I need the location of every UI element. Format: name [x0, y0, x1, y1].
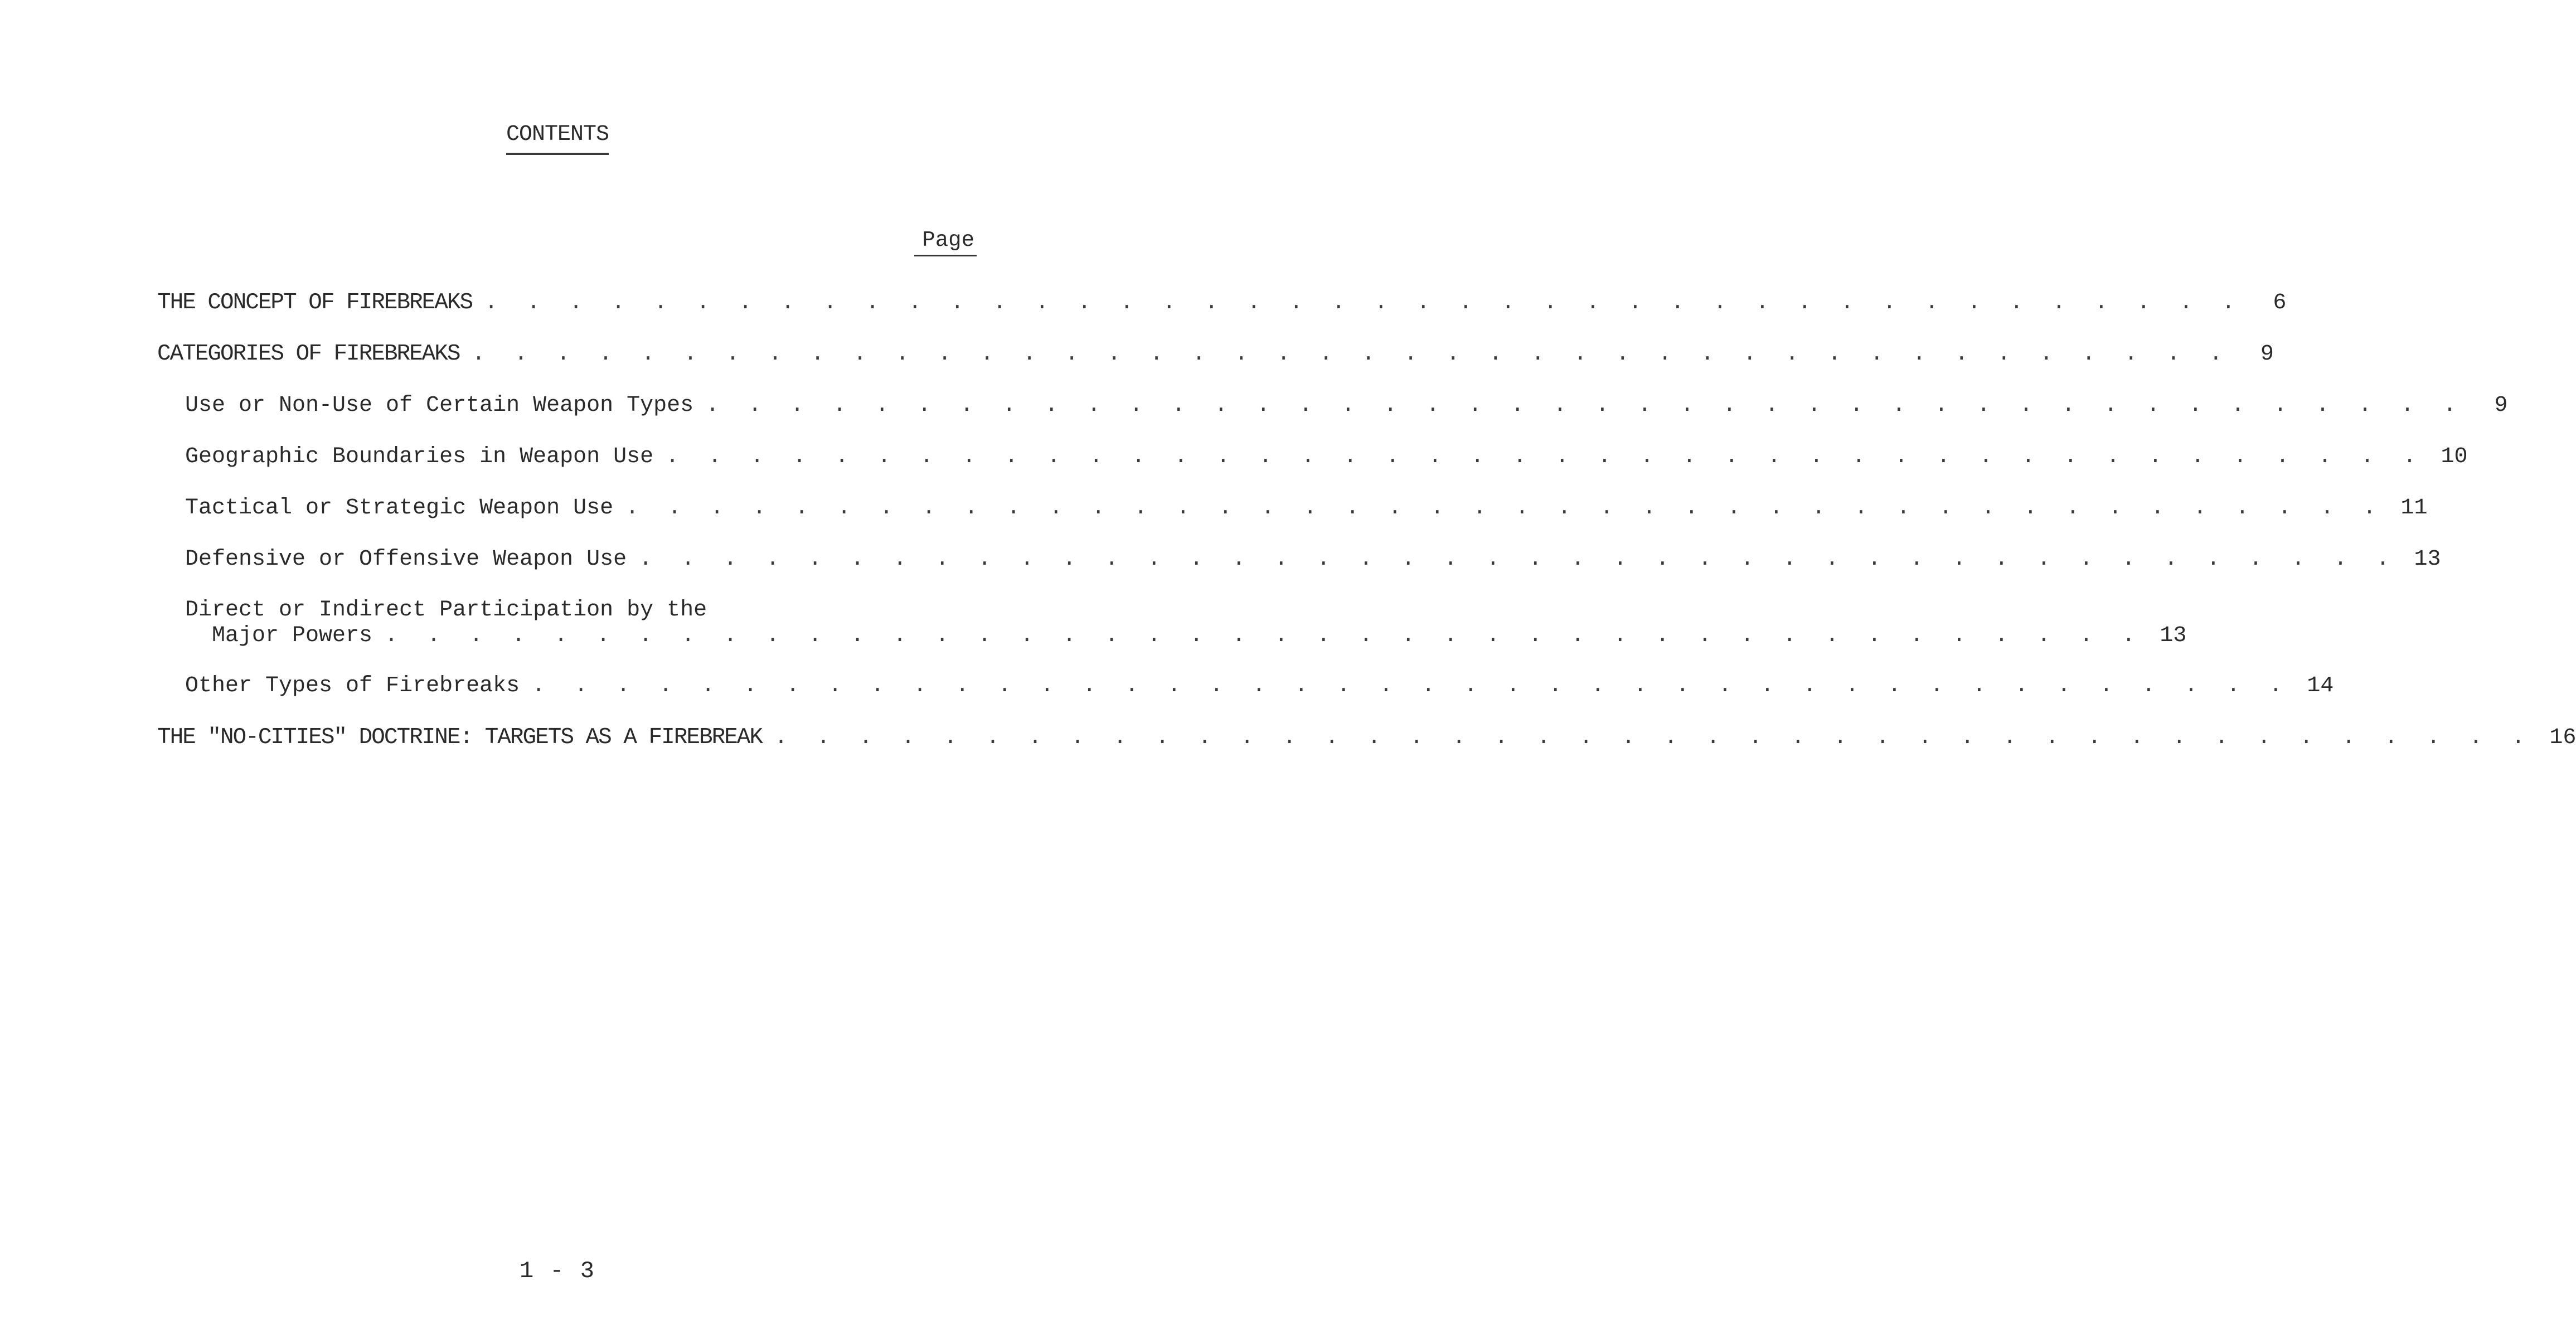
toc-entry-text: Use or Non-Use of Certain Weapon Types — [185, 393, 694, 418]
toc-entry-page: 10 — [2441, 444, 2468, 469]
page-column-header: Page — [914, 226, 977, 256]
dot-leader: . . . . . . . . . . . . . . . . . . . . . . . . . . . . . . . . . . . . . . . . . . — [625, 496, 2384, 521]
toc-entry-text: CATEGORIES OF FIREBREAKS — [157, 341, 460, 367]
toc-entry-text: Direct or Indirect Participation by the — [185, 598, 707, 623]
toc-entry-page: 13 — [2160, 623, 2187, 648]
toc-entry-concept-of-firebreaks — [157, 290, 2287, 316]
dot-leader: . . . . . . . . . . . . . . . . . . . . . . . . . . . . . . . . . . . . . . . . . . — [639, 547, 2398, 572]
toc-entry-defensive-offensive — [157, 547, 2441, 573]
toc-entry-text: Defensive or Offensive Weapon Use — [185, 547, 627, 572]
toc-entry-page: 16 — [2549, 725, 2576, 750]
toc-entry-page: 11 — [2400, 496, 2428, 521]
dot-leader: . . . . . . . . . . . . . . . . . . . . . . . . . . . . . . . . . . . . . . . . . . — [666, 444, 2424, 469]
toc-entry-text: Other Types of Firebreaks — [185, 673, 520, 698]
toc-entry-page: 9 — [2494, 393, 2508, 418]
table-of-contents — [157, 0, 2576, 1339]
dot-leader: . . . . . . . . . . . . . . . . . . . . . . . . . . . . . . . . . . . . . . . . . . — [706, 393, 2465, 418]
dot-leader: . . . . . . . . . . . . . . . . . . . . . . . . . . . . . . . . . . . . . . . . . . — [774, 725, 2533, 750]
page-number-footer: 1 - 3 — [519, 1258, 596, 1284]
toc-entry-weapon-types — [157, 393, 2508, 419]
toc-entry-text: THE "NO-CITIES" DOCTRINE: TARGETS AS A FIREBREAK — [157, 725, 762, 750]
dot-leader: . . . . . . . . . . . . . . . . . . . . . . . . . . . . . . . . . . . . . . . . . . — [532, 673, 2291, 698]
contents-heading-text: CONTENTS — [506, 118, 609, 155]
dot-leader: . . . . . . . . . . . . . . . . . . . . . . . . . . . . . . . . . . . . . . . . . . — [385, 623, 2143, 648]
toc-entry-geographic-boundaries — [157, 444, 2468, 470]
toc-entry-text: Geographic Boundaries in Weapon Use — [185, 444, 654, 469]
toc-entry-text: Tactical or Strategic Weapon Use — [185, 496, 614, 521]
dot-leader: . . . . . . . . . . . . . . . . . . . . . . . . . . . . . . . . . . . . . . . . . . — [484, 290, 2243, 316]
toc-entry-major-powers — [157, 598, 2187, 649]
dot-leader: . . . . . . . . . . . . . . . . . . . . . . . . . . . . . . . . . . . . . . . . . . — [472, 342, 2230, 367]
toc-entry-page: 13 — [2414, 547, 2441, 572]
toc-entry-page: 14 — [2307, 673, 2334, 698]
toc-entry-text: THE CONCEPT OF FIREBREAKS — [157, 290, 473, 316]
toc-entry-no-cities-doctrine — [157, 725, 2576, 751]
toc-entry-page: 9 — [2260, 342, 2274, 367]
toc-entry-categories-of-firebreaks — [157, 341, 2274, 367]
toc-entry-page: 6 — [2273, 290, 2287, 316]
toc-entry-text-continued: Major Powers — [212, 623, 373, 648]
toc-entry-tactical-strategic — [157, 496, 2428, 521]
toc-entry-other-types — [157, 673, 2334, 699]
